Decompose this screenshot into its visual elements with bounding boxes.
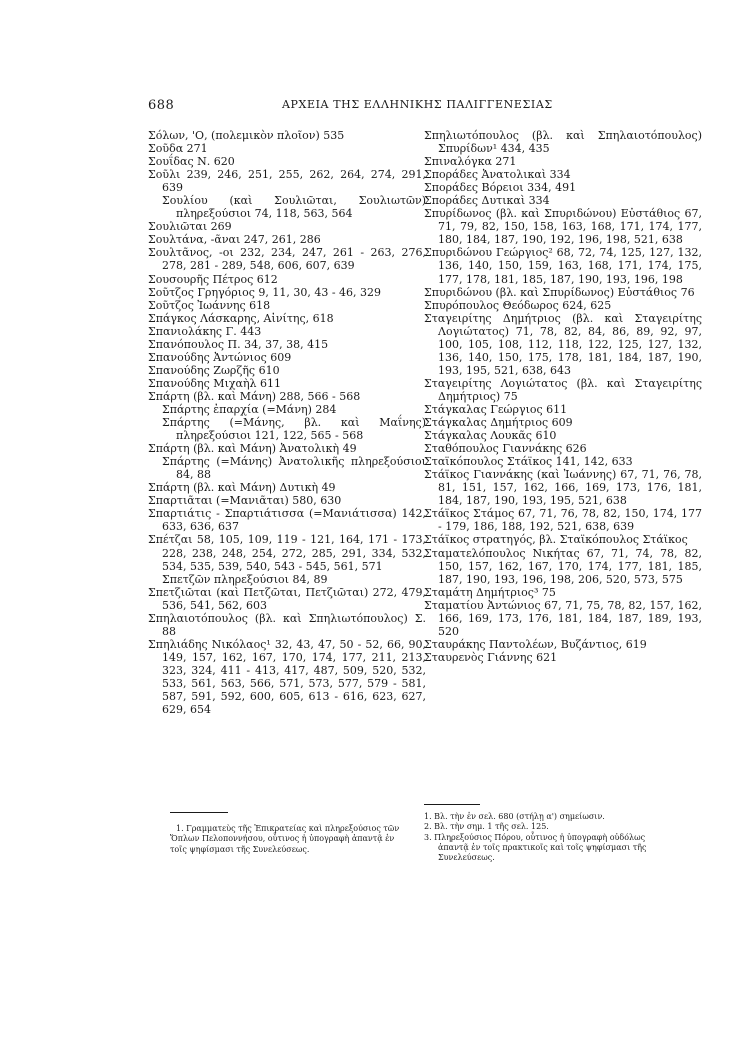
index-entry: Σταγειρίτης Λογιώτατος (βλ. καὶ Σταγειρίτης Δημήτριος) 75 bbox=[424, 376, 702, 403]
index-entry: Σόλων, 'Ο, (πολεμικὸν πλοῖον) 535 bbox=[148, 129, 345, 142]
index-entry: Σποράδες Ἀνατολικαὶ 334 bbox=[424, 168, 571, 182]
index-entry: Σπηλιάδης Νικόλαος¹ 32, 43, 47, 50 - 52, 66, 90, 149, 157, 162, 167, 170, 174, 177, 211, 213, 323, 324, 411 - 413, 417, 487, 509, 520, 532, 533, 561, 563, 566, 571, 573, 577, 579 - 581, 587, 591, 592, 600, 605, 613 - 616, 623, 627, 629, 654 bbox=[148, 637, 426, 717]
index-entry: Σπηλιωτόπουλος (βλ. καὶ Σπηλαιοτόπουλος) Σπυρίδων¹ 434, 435 bbox=[424, 129, 702, 156]
index-entry: Σπαρτιᾶται (=Μανιᾶται) 580, 630 bbox=[148, 494, 342, 508]
index-entry: Σοῦδα 271 bbox=[148, 142, 208, 156]
index-entry: Σταγειρίτης Δημήτριος (βλ. καὶ Σταγειρίτης Λογιώτατος) 71, 78, 82, 84, 86, 89, 92, 97, 100, 105, 108, 112, 118, 122, 125, 127, 132, 136, 140, 150, 175, 178, 181, 184, 187, 190, 193, 195, 521, 638, 643 bbox=[424, 311, 702, 377]
index-entry: Σπυριδώνου (βλ. καὶ Σπυρίδωνος) Εὐστάθιος 76 bbox=[424, 285, 695, 299]
index-entry: Σοῦτζος Γρηγόριος 9, 11, 30, 43 - 46, 329 bbox=[148, 285, 382, 299]
index-entry: Σταϊκόπουλος Στάϊκος 141, 142, 633 bbox=[424, 455, 633, 469]
index-entry: Σοῦλι 239, 246, 251, 255, 262, 264, 274, 291, 639 bbox=[148, 168, 426, 195]
index-entry: Στάϊκος Γιαννάκης (καὶ Ἰωάννης) 67, 71, 76, 78, 81, 151, 157, 162, 166, 169, 173, 176, 181, 184, 187, 190, 193, 195, 521, 638 bbox=[424, 468, 702, 508]
index-entry: Σπάρτη (βλ. καὶ Μάνη) Ἀνατολικὴ 49 bbox=[148, 442, 357, 456]
footnotes-right bbox=[424, 812, 664, 863]
index-entry: Σπηλαιοτόπουλος (βλ. καὶ Σπηλιωτόπουλος) Σ. 88 bbox=[148, 611, 426, 638]
index-entry: Σουλίου (καὶ Σουλιῶται, Σουλιωτῶν) πληρεξούσιοι 74, 118, 563, 564 bbox=[162, 194, 426, 221]
index-entry: Σπυρόπουλος Θεόδωρος 624, 625 bbox=[424, 298, 612, 312]
footnote-rule-left bbox=[170, 812, 228, 813]
footnote: 1. Γραμματεὺς τῆς Ἐπικρατείας καὶ πληρεξούσιος τῶν Ὅπλων Πελοποννήσου, οὗτινος ἡ ὑπογραφὴ ἀπαντᾷ ἐν τοῖς ψηφίσμασι τῆς Συνελεύσεως. bbox=[170, 824, 400, 854]
index-entry: Σουλτάνα, -ᾶναι 247, 261, 286 bbox=[148, 233, 321, 247]
index-entry: Σπυρίδωνος (βλ. καὶ Σπυριδώνου) Εὐστάθιος 67, 71, 79, 82, 150, 158, 163, 168, 171, 174, 177, 180, 184, 187, 190, 192, 196, 198, 521, 638 bbox=[424, 207, 702, 247]
index-entry: Σπάρτης (=Μάνης, βλ. καὶ Μαΐνης) πληρεξούσιοι 121, 122, 565 - 568 bbox=[162, 416, 426, 443]
index-entry: Σουΐδας Ν. 620 bbox=[148, 155, 235, 169]
index-entry: Σπιναλόγκα 271 bbox=[424, 155, 517, 169]
running-head: ΑΡΧΕΙΑ ΤΗΣ ΕΛΛΗΝΙΚΗΣ ΠΑΛΙΓΓΕΝΕΣΙΑΣ bbox=[282, 98, 553, 111]
index-entry: Σπανόπουλος Π. 34, 37, 38, 415 bbox=[148, 337, 329, 351]
index-entry: Σουλιῶται 269 bbox=[148, 220, 232, 234]
index-entry: Σπάρτη (βλ. καὶ Μάνη) Δυτικὴ 49 bbox=[148, 481, 336, 495]
index-entry: Στάγκαλας Λουκᾶς 610 bbox=[424, 429, 557, 443]
index-entry: Σπάρτη (βλ. καὶ Μάνη) 288, 566 - 568 bbox=[148, 389, 361, 403]
index-entry: Σπυριδώνου Γεώργιος² 68, 72, 74, 125, 127, 132, 136, 140, 150, 159, 163, 168, 171, 174, 175, 177, 178, 181, 185, 187, 190, 193, 196, 198 bbox=[424, 246, 702, 286]
index-entry: Σπανούδης Μιχαὴλ 611 bbox=[148, 376, 282, 390]
index-entry: Σπαρτιάτις - Σπαρτιάτισσα (=Μανιάτισσα) 142, 633, 636, 637 bbox=[148, 507, 426, 534]
index-column-left bbox=[148, 129, 426, 716]
index-entry: Σποράδες Δυτικαὶ 334 bbox=[424, 194, 550, 208]
index-entry: Στάϊκος Στάμος 67, 71, 76, 78, 82, 150, 174, 177 - 179, 186, 188, 192, 521, 638, 639 bbox=[424, 507, 702, 534]
index-entry: Σταματελόπουλος Νικήτας 67, 71, 74, 78, 82, 150, 157, 162, 167, 170, 174, 177, 181, 185, 187, 190, 193, 196, 198, 206, 520, 573, 575 bbox=[424, 546, 702, 586]
index-entry: Σπάγκος Λάσκαρης, Αἰνίτης, 618 bbox=[148, 311, 334, 325]
index-entry: Σταματίου Ἀντώνιος 67, 71, 75, 78, 82, 157, 162, 166, 169, 173, 176, 181, 184, 187, 189, 193, 520 bbox=[424, 598, 702, 638]
footnote: 2. Βλ. τὴν σημ. 1 τῆς σελ. 125. bbox=[424, 822, 549, 832]
footnote: 1. Βλ. τὴν ἐν σελ. 680 (στήλῃ α') σημείωσιν. bbox=[424, 812, 605, 821]
index-entry: Σπάρτης (=Μάνης) Ἀνατολικῆς πληρεξούσιοι 84, 88 bbox=[162, 455, 426, 482]
index-entry: Στάγκαλας Δημήτριος 609 bbox=[424, 416, 573, 430]
index-entry: Σποράδες Βόρειοι 334, 491 bbox=[424, 181, 577, 195]
footnote: 3. Πληρεξούσιος Πόρου, οὗτινος ἡ ὑπογραφὴ οὐδόλως ἀπαντᾷ ἐν τοῖς πρακτικοῖς καὶ τοῖς ψηφίσμασι τῆς Συνελεύσεως. bbox=[424, 832, 647, 863]
index-entry: Σουσουρῆς Πέτρος 612 bbox=[148, 272, 278, 286]
index-entry: Σουλτᾶνος, -οι 232, 234, 247, 261 - 263, 276, 278, 281 - 289, 548, 606, 607, 639 bbox=[148, 246, 426, 273]
index-entry: Σπάρτης ἐπαρχία (=Μάνη) 284 bbox=[162, 402, 337, 416]
index-entry: Σταμάτη Δημήτριος³ 75 bbox=[424, 585, 556, 599]
footnote-rule-right bbox=[424, 804, 480, 805]
index-entry: Σπετζιῶται (καὶ Πετζῶται, Πετζιῶται) 272, 479, 536, 541, 562, 603 bbox=[148, 585, 426, 612]
index-entry: Σοῦτζος Ἰωάννης 618 bbox=[148, 298, 271, 312]
index-entry: Σπανούδης Ζωρζῆς 610 bbox=[148, 363, 280, 377]
index-column-right bbox=[424, 129, 702, 664]
index-entry: Στάϊκος στρατηγός, βλ. Σταϊκόπουλος Στάϊκος bbox=[424, 533, 688, 547]
index-entry: Σπετζῶν πληρεξούσιοι 84, 89 bbox=[162, 572, 328, 586]
index-entry: Σπανούδης Ἀντώνιος 609 bbox=[148, 350, 292, 364]
index-entry: Σπανιολάκης Γ. 443 bbox=[148, 324, 262, 338]
page-number: 688 bbox=[148, 98, 175, 113]
index-entry: Σταυράκης Παντολέων, Βυζάντιος, 619 bbox=[424, 637, 647, 651]
index-entry: Σπέτζαι 58, 105, 109, 119 - 121, 164, 171 - 173, 228, 238, 248, 254, 272, 285, 291, 334, 532, 534, 535, 539, 540, 543 - 545, 561, 571 bbox=[148, 533, 426, 573]
index-entry: Σταθόπουλος Γιαννάκης 626 bbox=[424, 442, 587, 456]
index-entry: Σταυρενὸς Γιάννης 621 bbox=[424, 650, 558, 664]
index-entry: Στάγκαλας Γεώργιος 611 bbox=[424, 402, 568, 416]
footnotes-left bbox=[170, 824, 402, 855]
